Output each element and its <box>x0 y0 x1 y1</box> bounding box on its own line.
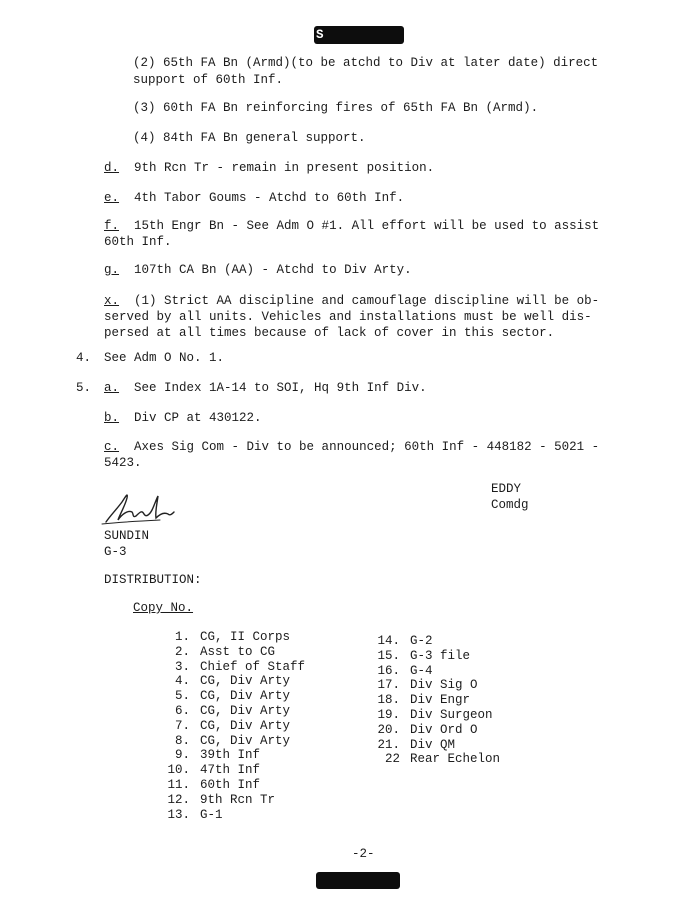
distribution-recipient: CG, Div Arty <box>200 703 291 718</box>
distribution-recipient: Div Surgeon <box>410 707 493 722</box>
distribution-row <box>162 734 305 749</box>
para-x <box>104 293 599 309</box>
commander-name: EDDY <box>491 482 522 496</box>
para-x-text: (1) Strict AA discipline and camouflage discipline will be ob- <box>134 294 600 308</box>
distribution-row <box>162 719 305 734</box>
distribution-row <box>162 660 305 675</box>
distribution-copy-number: 20. <box>377 722 400 737</box>
distribution-list-right <box>374 634 500 767</box>
distribution-recipient: Div Ord O <box>410 722 478 737</box>
classification-mark: S <box>316 28 324 42</box>
distribution-row <box>162 748 305 763</box>
distribution-recipient: Asst to CG <box>200 644 276 659</box>
distribution-copy-number: 12. <box>167 792 190 807</box>
distribution-recipient: CG, Div Arty <box>200 733 291 748</box>
para-f <box>104 218 599 234</box>
distribution-copy-number: 7. <box>174 718 190 733</box>
distribution-row <box>162 645 305 660</box>
item-5a-letter: a. <box>104 381 120 395</box>
para-e-letter: e. <box>104 191 120 205</box>
distribution-row <box>374 664 500 679</box>
item-5a-text: See Index 1A-14 to SOI, Hq 9th Inf Div. <box>134 381 427 395</box>
signer-name: SUNDIN <box>104 529 150 543</box>
signer-title: G-3 <box>104 545 127 559</box>
para-f-letter: f. <box>104 219 120 233</box>
distribution-row <box>162 763 305 778</box>
commander-title: Comdg <box>491 498 529 512</box>
distribution-row <box>374 738 500 753</box>
distribution-row <box>374 708 500 723</box>
distribution-copy-number: 11. <box>167 777 190 792</box>
distribution-recipient: Div Sig O <box>410 678 478 693</box>
distribution-recipient: Div QM <box>410 737 456 752</box>
para-c3: (3) 60th FA Bn reinforcing fires of 65th FA Bn (Armd). <box>133 101 539 115</box>
para-d-letter: d. <box>104 161 120 175</box>
distribution-recipient: CG, Div Arty <box>200 689 291 704</box>
para-x-letter: x. <box>104 294 120 308</box>
para-e <box>104 190 404 206</box>
distribution-copy-number: 2. <box>174 644 190 659</box>
distribution-recipient: Chief of Staff <box>200 659 306 674</box>
distribution-copy-number: 8. <box>174 733 190 748</box>
distribution-row <box>162 793 305 808</box>
distribution-recipient: 47th Inf <box>200 763 261 778</box>
distribution-row <box>374 678 500 693</box>
distribution-row <box>162 689 305 704</box>
classification-redaction-bottom <box>316 872 400 889</box>
copy-number-label: Copy No. <box>133 601 194 615</box>
distribution-copy-number: 15. <box>377 648 400 663</box>
distribution-row <box>374 634 500 649</box>
para-c2-line2: support of 60th Inf. <box>133 73 284 87</box>
distribution-recipient: 9th Rcn Tr <box>200 792 276 807</box>
item-5b-text: Div CP at 430122. <box>134 411 262 425</box>
distribution-copy-number: 6. <box>174 703 190 718</box>
para-g-letter: g. <box>104 263 120 277</box>
item-5c-letter: c. <box>104 440 120 454</box>
distribution-heading: DISTRIBUTION: <box>104 573 202 587</box>
item-4-number: 4. <box>76 351 92 365</box>
distribution-copy-number: 13. <box>167 807 190 822</box>
page-number: -2- <box>352 847 375 861</box>
item-5b <box>104 410 262 426</box>
distribution-copy-number: 1. <box>174 630 190 644</box>
para-x-line2: served by all units. Vehicles and installations must be well dis- <box>104 310 592 324</box>
item-5a <box>104 380 427 396</box>
distribution-copy-number: 9. <box>174 748 190 763</box>
distribution-row <box>162 808 305 823</box>
distribution-copy-number: 21. <box>377 737 400 752</box>
para-f-text: 15th Engr Bn - See Adm O #1. All effort will be used to assist <box>134 219 600 233</box>
distribution-recipient: CG, Div Arty <box>200 718 291 733</box>
para-g <box>104 262 412 278</box>
distribution-copy-number: 14. <box>377 634 400 648</box>
distribution-copy-number: 4. <box>174 674 190 689</box>
distribution-recipient: G-4 <box>410 663 433 678</box>
signature-image <box>100 488 190 528</box>
para-d <box>104 160 434 176</box>
distribution-row <box>162 778 305 793</box>
para-f-line2: 60th Inf. <box>104 235 172 249</box>
item-5b-letter: b. <box>104 411 120 425</box>
item-5-number: 5. <box>76 381 92 395</box>
para-c4: (4) 84th FA Bn general support. <box>133 131 366 145</box>
distribution-copy-number: 10. <box>167 763 190 778</box>
distribution-row <box>162 704 305 719</box>
distribution-copy-number: 3. <box>174 659 190 674</box>
para-c2-line1: (2) 65th FA Bn (Armd)(to be atchd to Div at later date) direct <box>133 56 599 70</box>
para-g-text: 107th CA Bn (AA) - Atchd to Div Arty. <box>134 263 412 277</box>
distribution-recipient: 60th Inf <box>200 777 261 792</box>
para-x-line3: persed at all times because of lack of cover in this sector. <box>104 326 555 340</box>
distribution-recipient: 39th Inf <box>200 748 261 763</box>
distribution-recipient: G-1 <box>200 807 223 822</box>
item-5c <box>104 439 599 455</box>
distribution-row <box>374 723 500 738</box>
distribution-list-left <box>162 630 305 822</box>
item-5c-line2: 5423. <box>104 456 142 470</box>
distribution-row <box>374 649 500 664</box>
distribution-copy-number: 19. <box>377 707 400 722</box>
distribution-row <box>374 752 500 767</box>
distribution-copy-number: 18. <box>377 693 400 708</box>
item-5c-text: Axes Sig Com - Div to be announced; 60th Inf - 448182 - 5021 - <box>134 440 600 454</box>
distribution-row <box>162 630 305 645</box>
distribution-recipient: G-3 file <box>410 648 471 663</box>
distribution-copy-number: 17. <box>377 678 400 693</box>
distribution-row <box>374 693 500 708</box>
distribution-recipient: Div Engr <box>410 693 471 708</box>
para-d-text: 9th Rcn Tr - remain in present position. <box>134 161 435 175</box>
distribution-recipient: G-2 <box>410 634 433 648</box>
classification-redaction-top <box>314 26 404 44</box>
item-4-text: See Adm O No. 1. <box>104 351 225 365</box>
distribution-recipient: CG, Div Arty <box>200 674 291 689</box>
distribution-recipient: Rear Echelon <box>410 752 501 767</box>
distribution-copy-number: 16. <box>377 663 400 678</box>
distribution-copy-number: 5. <box>174 689 190 704</box>
distribution-copy-number: 22 <box>384 752 400 767</box>
para-e-text: 4th Tabor Goums - Atchd to 60th Inf. <box>134 191 405 205</box>
distribution-row <box>162 674 305 689</box>
distribution-recipient: CG, II Corps <box>200 630 291 644</box>
